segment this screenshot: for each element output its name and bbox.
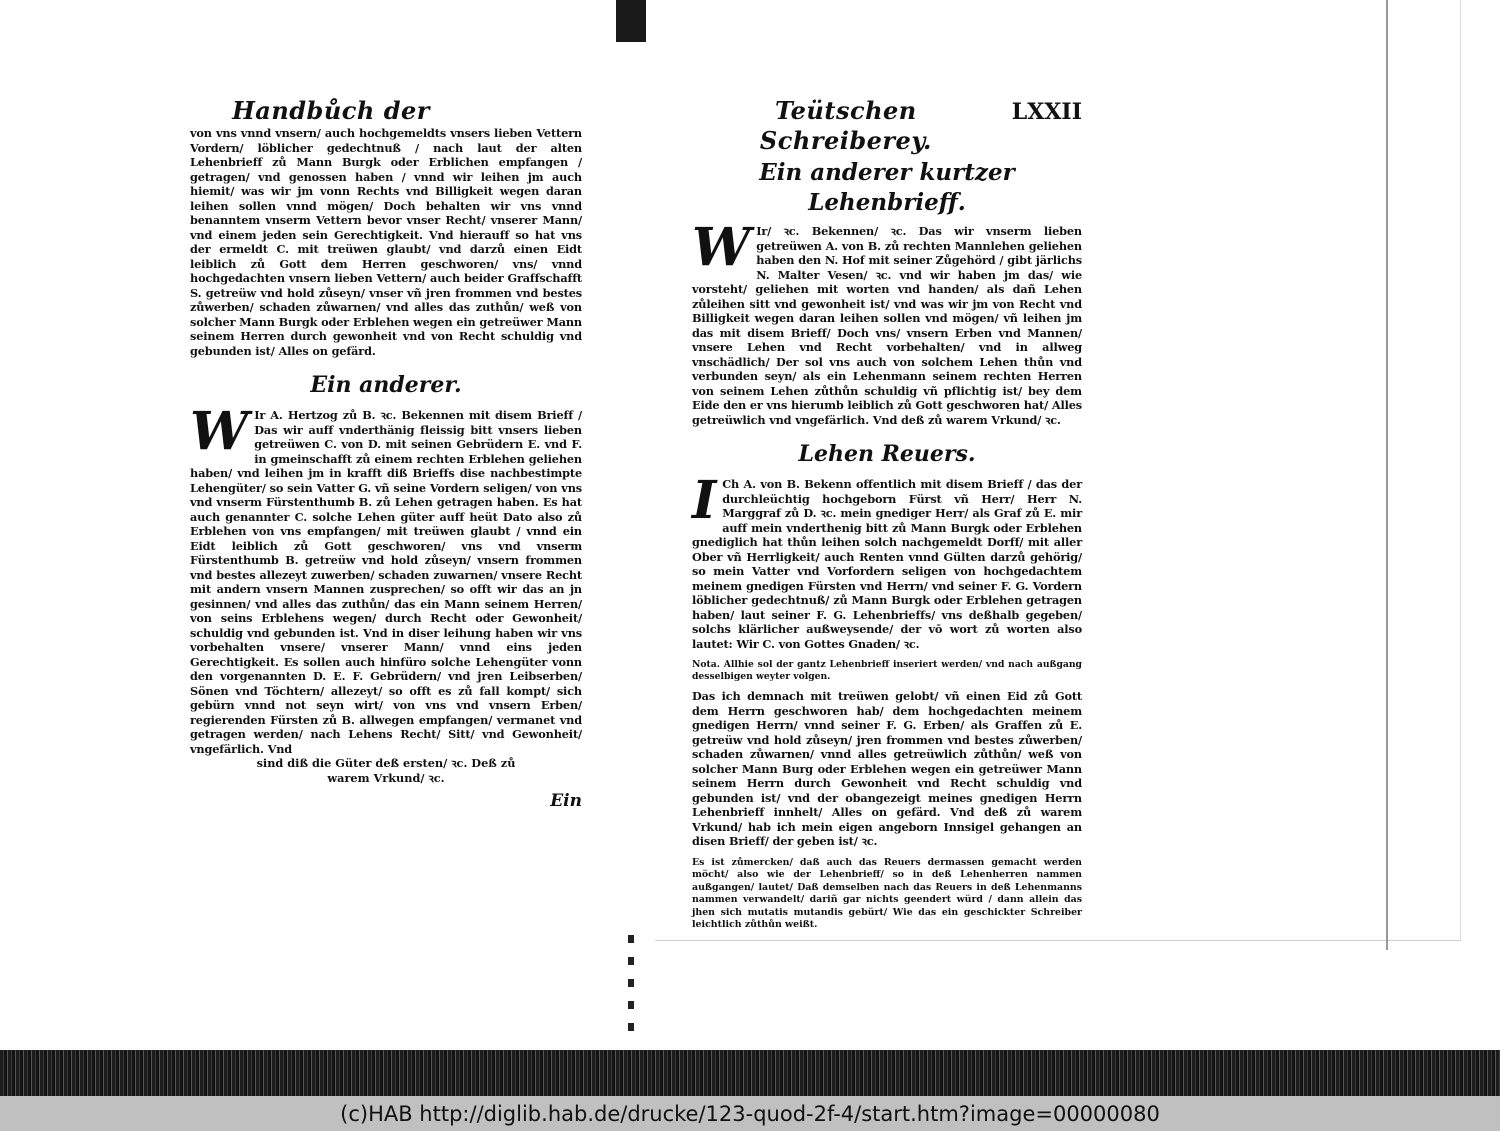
right-paragraph-2 [692, 470, 1082, 651]
right-note-1: Nota. Allhie sol der gantz Lehenbrieff inseriert werden/ vnd nach außgang desselbigen weyter volgen. [692, 659, 1082, 682]
right-note-2: Es ist zůmercken/ daß auch das Reuers dermassen gemacht werden möcht/ also wie der Lehenbrieff/ so in deß Lehenherren nammen außgangen/ lautet/ Daß demselben nach das Reuers in deß Lehenmanns nammen verwandelt/ dariñ gar nichts geendert würd / dann allein das jhen sich mutatis mutandis gebürt/ Wie das ein geschickter Schreiber leichtlich zůthůn weißt. [692, 856, 1082, 931]
right-head-row [692, 96, 1082, 156]
right-paragraph-1 [692, 217, 1082, 427]
right-subhead: Ein anderer kurtzer Lehenbrieff. [759, 159, 1015, 216]
right-dropcap-2: I [692, 470, 717, 531]
left-section-paragraph [190, 401, 582, 756]
left-closing-line-1: sind diß die Güter deß ersten/ ꝛc. Deß zů [256, 756, 516, 770]
right-page [692, 96, 1082, 941]
source-url-text: (c)HAB http://diglib.hab.de/drucke/123-quod-2f-4/start.htm?image=00000080 [340, 1101, 1160, 1126]
left-intro-text: von vns vnnd vnsern/ auch hochgemeldts vnsers lieben Vettern Vordern/ löblicher gedechtnuß / nach laut der alten Lehenbrieff zů Mann Burgk oder Erblichen empfangen / getragen/ vnd genossen haben / vnnd wir leihen jm auch hiemit/ was wir jm vonn Rechts vnd Billigkeit wegen daran leihen sollen vnnd mögen/ Doch behalten wir vns vnnd benanntem vnserm Vettern bevor vnser Recht/ vnserer Mann/ vnd einem jeden sein Gerechtigkeit. Vnd hierauff so hat vns der ermeldt C. mit treüwen glaubt/ vnd darzů einen Eidt leiblich zů Gott dem Herren geschworen/ vns/ vnnd hochgedachten vnsern lieben Vettern/ auch beider Graffschafft S. getreüw vnd hold zůseyn/ vnser vñ jren frommen vnd bestes zůwerben/ schaden zůwarnen/ vnd alles das zuthůn/ weß von solcher Mann Burgk oder Erblehen wegen ein getreüwer Mann seinem Herren durch gewonheit vnd von Recht schuldig vnd gebunden ist/ Alles on gefärd. [190, 126, 582, 358]
left-dropcap: W [190, 401, 249, 462]
left-section-text: Ir A. Hertzog zů B. ꝛc. Bekennen mit disem Brieff / Das wir auff vnderthänig fleissig bitt vnsers lieben getreüwen C. von D. mit seinen Gebrüdern E. vnd F. in gmeinschafft zů einem rechten Erblehen geliehen haben/ vnd leihen jm in krafft diß Brieffs dise nachbestimpte Lehengüter/ so sein Vatter G. vñ seine Vordern seligen/ von vns vnd vnserm Fürstenthumb B. zů Lehen getragen haben. Es hat auch genannter C. solche Lehen güter auff heüt Dato also zů Erblehen von vns empfangen/ mit treüwen glaubt / vnnd ein Eidt leiblich zů Gott geschworen/ vns vnd vnserm Fürstenthumb B. getreüw vnd hold zůseyn/ vnsern frommen vnd bestes allezeyt zuwerben/ schaden zuwarnen/ vnsere Recht mit andern vnsern Mannen zusprechen/ so offt wir das an jn gesinnen/ vnd alles das zuthůn/ das ein Mann seinem Herren/ von seins Erblehens wegen/ durch Recht oder Gewonheit/ schuldig vnd gebunden ist. Vnd in diser leihung haben wir vns vorbehalten vnsere/ vnserer Mann/ vnnd eins jeden Gerechtigkeit. Es sollen auch hinfüro solche Lehengüter vonn den vorgenannten D. E. F. Gebrüdern/ vnd jren Leibserben/ Sönen vnd Töchtern/ allezeyt/ so offt es zů fall kompt/ sich gebürn vnnd not seyn wirt/ von vns vnd vnsern Erben/ regierenden Fürsten zů B. allwegen empfangen/ vermanet vnd getragen werden/ nach Lehens Recht/ Sitt/ vnd Gewonheit/ vngefärlich. Vnd [190, 408, 582, 756]
scan-bottom-band [0, 1050, 1500, 1096]
left-closing-line-2: warem Vrkund/ ꝛc. [327, 770, 445, 785]
source-footer [0, 1096, 1500, 1131]
folio-number: LXXII [1011, 99, 1082, 125]
right-dropcap-1: W [692, 217, 751, 278]
left-page [190, 96, 582, 811]
gutter-shadow-top [616, 0, 646, 42]
left-catchword: Ein [550, 791, 582, 811]
left-section-title: Ein anderer. [310, 372, 462, 398]
left-running-head: Handbůch der [232, 96, 430, 125]
scan-frame-line [1386, 0, 1388, 950]
right-text-1: Ir/ ꝛc. Bekennen/ ꝛc. Das wir vnserm lieben getreüwen A. von B. zů rechten Mannlehen geliehen haben den N. Hof mit seiner Zůgehörd / gibt järlichs N. Malter Vesen/ ꝛc. vnd wir haben jm das/ wie vorsteht/ geliehen mit worten vnd handen/ als dañ Lehen zůleihen sitt vnd gewonheit ist/ vnd was wir jm von Recht vnd Billigkeit wegen daran leihen sollen vnd mögen/ vñ leihen jm das mit disem Brieff/ Doch vns/ vnsern Erben vnd Mannen/ vnsere Lehen vnd Recht vorbehalten/ vnd in allweg vnschädlich/ Der sol vns auch von solchem Lehen thůn vnd verbunden seyn/ als ein Lehenmann seinem rechten Herren von seinem Lehen zůthůn schuldig vñ pflichtig ist/ bey dem Eide den er vns hierumb leiblich zů Gott geschworen hat/ Alles getreüwlich vnd vngefärlich. Vnd deß zů warem Vrkund/ ꝛc. [692, 224, 1082, 427]
gutter-shadow-bottom [628, 935, 634, 1045]
right-section-title: Lehen Reuers. [798, 441, 976, 467]
right-running-head: Teütschen Schreiberey. [759, 96, 932, 155]
right-text-2: Ch A. von B. Bekenn offentlich mit disem Brieff / das der durchleüchtig hochgeborn Fürst vñ Herr/ Herr N. Marggraf zů D. ꝛc. mein gnediger Herr/ als Graf zů E. mir auff mein vnderthenig bitt zů Mann Burgk oder Erblehen gnediglich hat thůn leihen solch nachgemeldt Dorff/ mit aller Ober vñ Herrligkeit/ auch Renten vnnd Gülten darzů gehörig/ so mein Vatter vnd Vorfordern seligen von hochgedachtem meinem gnedigen Fürsten vnd Herrn/ vnd seiner F. G. Vordern löblicher gedechtnuß/ zů Mann Burgk oder Erblehen getragen haben/ laut seiner F. G. Lehenbrieffs/ vns deßhalb gegeben/ solchs klärlicher außweysende/ der vō wort zů worten also lautet: Wir C. von Gottes Gnaden/ ꝛc. [692, 477, 1082, 651]
right-text-3: Das ich demnach mit treüwen gelobt/ vñ einen Eid zů Gott dem Herrn geschworen hab/ dem hochgedachten meinem gnedigen Herrn/ vnnd seiner F. G. Erben/ als Graffen zů E. getreüw vnd hold zůseyn/ jren frommen vnd bestes zůwerben/ schaden zůwarnen/ vnnd alles getreüwlich zůthůn/ weß von solcher Mann Burg oder Erblehen wegen ein getreüwer Mann seinem Herrn durch Gewonheit vnd Recht schuldig vnd gebunden ist/ vnd der obangezeigt meines gnedigen Herrn Lehenbrieff innhelt/ Alles on gefärd. Vnd deß zů warem Vrkund/ hab ich mein eigen angeborn Innsigel gehangen an disen Brieff/ der geben ist/ ꝛc. [692, 689, 1082, 848]
